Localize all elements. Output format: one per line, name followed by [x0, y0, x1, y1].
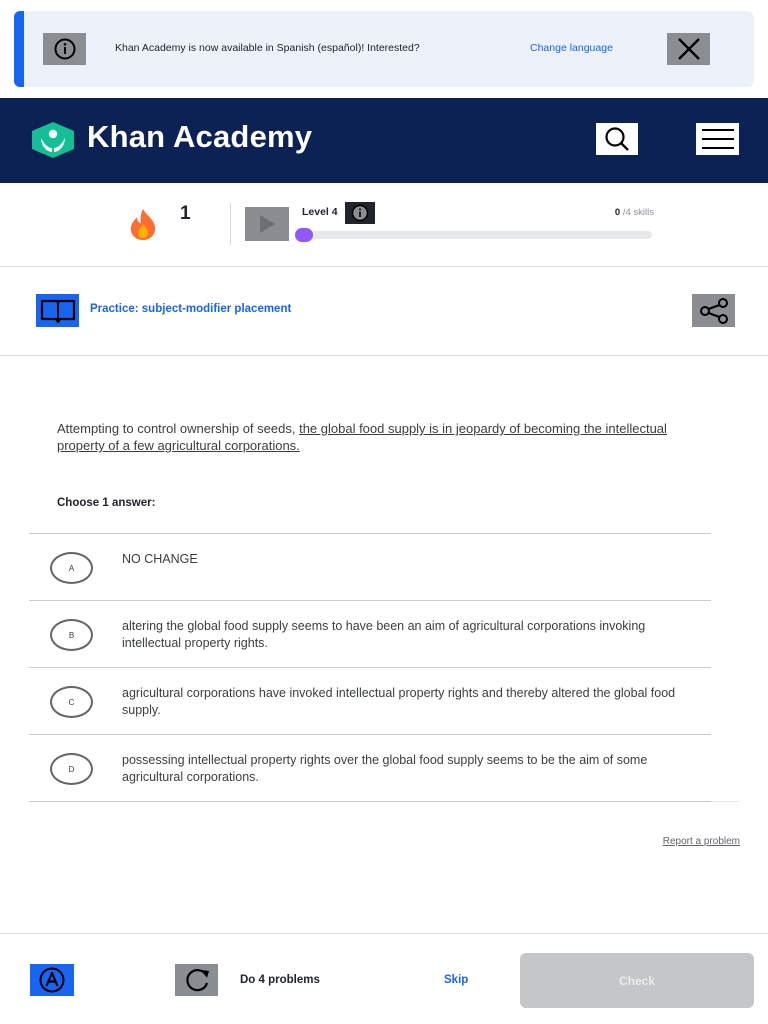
streak-count: 1 [180, 203, 191, 224]
answer-choices [29, 533, 711, 802]
choice-d[interactable] [29, 735, 711, 802]
choice-text: agricultural corporations have invoked intellectual property rights and thereby altered the global food supply. [122, 686, 676, 717]
check-button[interactable]: Check [520, 953, 754, 1008]
exercise-header [0, 267, 768, 356]
choice-letter: D [50, 753, 93, 785]
divider [230, 203, 231, 245]
choice-a[interactable] [29, 534, 711, 601]
play-icon[interactable] [245, 207, 289, 241]
do-problems-label: Do 4 problems [240, 974, 320, 986]
level-label: Level 4 [302, 206, 338, 218]
site-header [0, 98, 768, 183]
redo-icon [175, 964, 218, 996]
brand-name[interactable]: Khan Academy [87, 119, 313, 154]
skip-button[interactable]: Skip [444, 974, 469, 986]
banner-accent-stripe [14, 11, 24, 87]
choice-text: possessing intellectual property rights over the global food supply seems to be the aim of some agricultural corporations. [122, 753, 648, 784]
exercise-footer [0, 933, 768, 1024]
book-icon [36, 294, 79, 327]
choice-text: NO CHANGE [122, 552, 198, 566]
share-icon[interactable] [692, 294, 735, 327]
choice-c[interactable] [29, 668, 711, 735]
question-underlined: the global food supply is in jeopardy of becoming the intellectual property of a few agricultural corporations. [57, 421, 667, 453]
progress-indicator [295, 228, 313, 242]
exercise-title-link[interactable]: Practice: subject-modifier placement [90, 303, 292, 315]
khan-academy-logo-icon[interactable] [30, 121, 76, 159]
language-banner [14, 11, 754, 87]
report-problem-link[interactable]: Report a problem [662, 836, 740, 847]
skills-counter [560, 207, 654, 218]
calculator-icon[interactable] [30, 964, 74, 996]
search-icon[interactable] [596, 123, 638, 155]
choice-b[interactable] [29, 601, 711, 668]
choice-letter: A [50, 552, 93, 584]
skills-done: 0 [614, 207, 621, 218]
choice-letter: C [50, 686, 93, 718]
question-text [57, 420, 717, 454]
progress-track [302, 231, 652, 239]
question-prefix: Attempting to control ownership of seeds, [57, 421, 300, 436]
close-icon[interactable] [667, 33, 710, 65]
skills-total: /4 skills [620, 207, 654, 218]
info-icon [43, 33, 86, 65]
banner-message: Khan Academy is now available in Spanish (español)! Interested? [115, 42, 420, 54]
flame-icon [124, 207, 162, 241]
progress-area [0, 183, 768, 267]
change-language-link[interactable]: Change language [530, 42, 613, 54]
divider [711, 801, 740, 802]
choose-label: Choose 1 answer: [57, 497, 156, 509]
choice-text: altering the global food supply seems to have been an aim of agricultural corporations invoking intellectual property rights. [122, 619, 646, 650]
choice-letter: B [50, 619, 93, 651]
level-info-icon[interactable] [345, 202, 375, 224]
hamburger-menu-icon[interactable] [696, 123, 739, 155]
